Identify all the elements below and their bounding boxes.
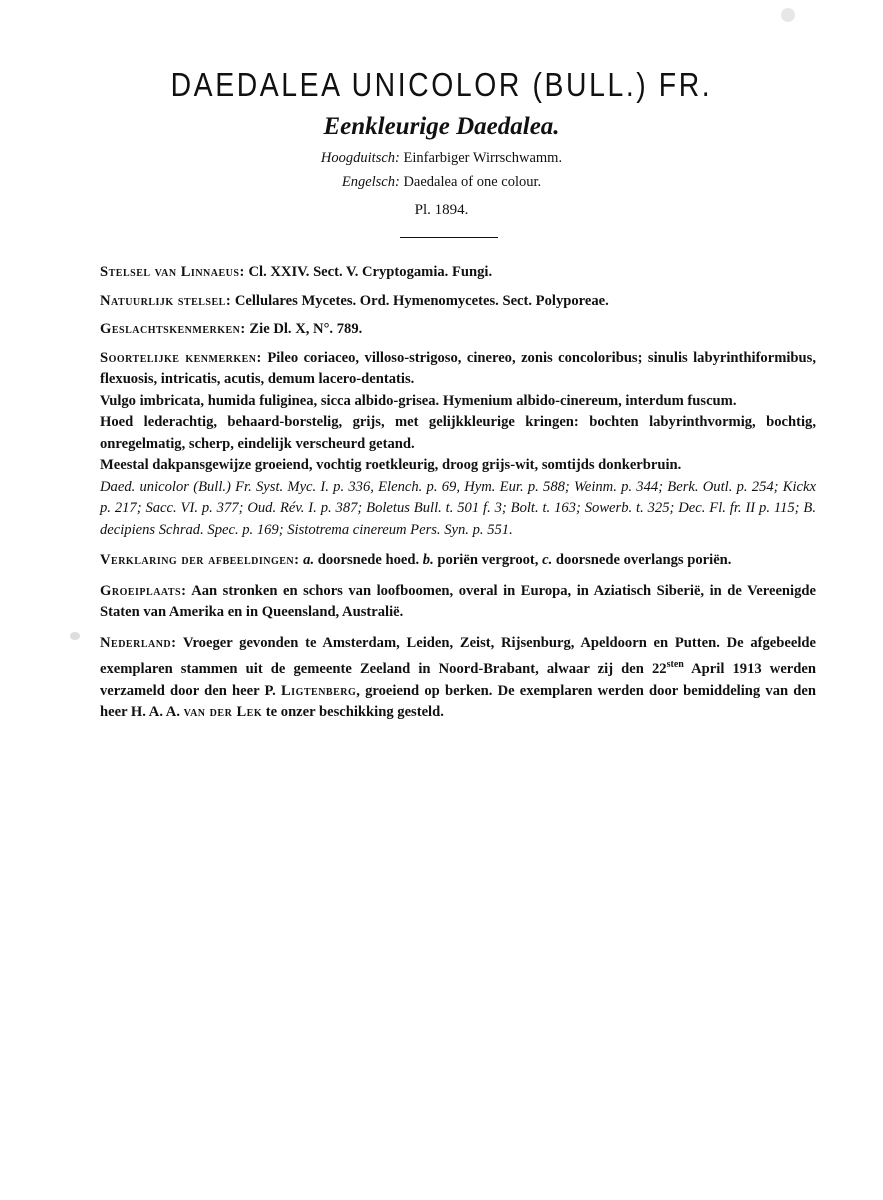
english-label: Engelsch:	[341, 174, 400, 190]
dutch-name: Eenkleurige Daedalea.	[323, 113, 560, 140]
german-name: Einfarbiger Wirrschwamm.	[403, 150, 563, 166]
section-heading: Natuurlijk stelsel:	[100, 292, 232, 309]
section-text: Vroeger gevonden te Amsterdam, Leiden, Zeist, Rijsenburg, Apeldoorn en Putten. De afgebeelde exemplaren stammen uit de gemeente Zeeland in Noord-Brabant, alwaar zij den 22	[100, 634, 816, 677]
paper-speck	[70, 632, 80, 640]
figure-a-label: a.	[303, 552, 315, 568]
section-text: Aan stronken en schors van loofboomen, overal in Europa, in Aziatisch Siberië, in de Vereenigde Staten van Amerika en in Queensland, Australië.	[100, 582, 816, 620]
section-text: Pileo coriaceo, villoso-strigoso, cinereo, zonis concoloribus; sinulis labyrinthiformibus, flexuosis, intricatis, acutis, demum lacero-dentatis.	[100, 349, 816, 387]
english-name-line	[0, 174, 883, 191]
figure-a-text: doorsnede hoed.	[317, 552, 420, 568]
german-label: Hoogduitsch:	[320, 150, 400, 166]
figure-c-text: doorsnede overlangs poriën.	[555, 552, 732, 568]
linnaeus-system	[100, 262, 816, 284]
intermediary-name: van der Lek	[183, 704, 263, 720]
hoed-paragraph: Hoed lederachtig, behaard-borstelig, grijs, met gelijkkleurige kringen: bochten labyrinthvormig, bochtig, onregelmatig, scherp, eindelijk verscheurd getand.	[100, 414, 816, 452]
description-body	[100, 262, 816, 724]
genus-characters	[100, 319, 816, 341]
section-heading: Stelsel van Linnaeus:	[100, 264, 245, 280]
vulgo-paragraph: Vulgo imbricata, humida fuliginea, sicca albido-grisea. Hymenium albido-cinereum, interdum fuscum.	[100, 392, 737, 409]
divider-rule	[400, 237, 498, 238]
section-text: April 1913 werden verzameld door den heer P.	[100, 661, 816, 699]
section-heading: Verklaring der afbeeldingen:	[100, 552, 300, 568]
section-heading: Nederland:	[100, 634, 177, 651]
figure-b-text: poriën vergroot,	[437, 552, 539, 568]
ordinal-suffix: sten	[666, 659, 684, 670]
section-heading: Soortelijke kenmerken:	[100, 349, 262, 366]
section-heading: Geslachtskenmerken:	[100, 321, 246, 337]
section-text: Cl. XXIV. Sect. V. Cryptogamia. Fungi.	[248, 264, 493, 280]
figure-b-label: b.	[422, 552, 434, 568]
plate-number: Pl. 1894.	[414, 202, 469, 218]
page-title: DAEDALEA UNICOLOR (BULL.) FR.	[170, 66, 713, 103]
paper-speck	[781, 8, 795, 22]
netherlands-paragraph	[100, 633, 816, 724]
figure-explanation	[100, 550, 816, 572]
section-text: te onzer beschikking gesteld.	[265, 704, 444, 720]
section-heading: Groeiplaats:	[100, 582, 187, 599]
section-text: Zie Dl. X, N°. 789.	[249, 321, 363, 337]
section-text: Cellulares Mycetes. Ord. Hymenomycetes. Sect. Polyporeae.	[234, 292, 609, 309]
figure-c-label: c.	[542, 552, 553, 568]
collector-name: Ligtenberg	[280, 682, 357, 699]
english-name: Daedalea of one colour.	[403, 174, 542, 190]
references-paragraph: Daed. unicolor (Bull.) Fr. Syst. Myc. I. p. 336, Elench. p. 69, Hym. Eur. p. 588; Weinm. p. 344; Berk. Outl. p. 254; Kickx p. 217; Sacc. VI. p. 377; Oud. Rév. I. p. 387; Boletus Bull. t. 501 f. 3; Bolt. t. 163; Sowerb. t. 325; Dec. Fl. fr. II p. 115; B. decipiens Schrad. Spec. p. 169; Sistotrema cinereum Pers. Syn. p. 551.	[100, 478, 816, 538]
natural-system	[100, 291, 816, 313]
german-name-line	[0, 150, 883, 167]
growth-habit-paragraph: Meestal dakpansgewijze groeiend, vochtig roetkleurig, droog grijs-wit, somtijds donkerbruin.	[100, 457, 682, 473]
habitat-paragraph	[100, 581, 816, 624]
section-text: , groeiend op berken. De exemplaren werden door bemiddeling van den heer H. A. A.	[100, 682, 817, 720]
species-characters	[100, 348, 816, 391]
